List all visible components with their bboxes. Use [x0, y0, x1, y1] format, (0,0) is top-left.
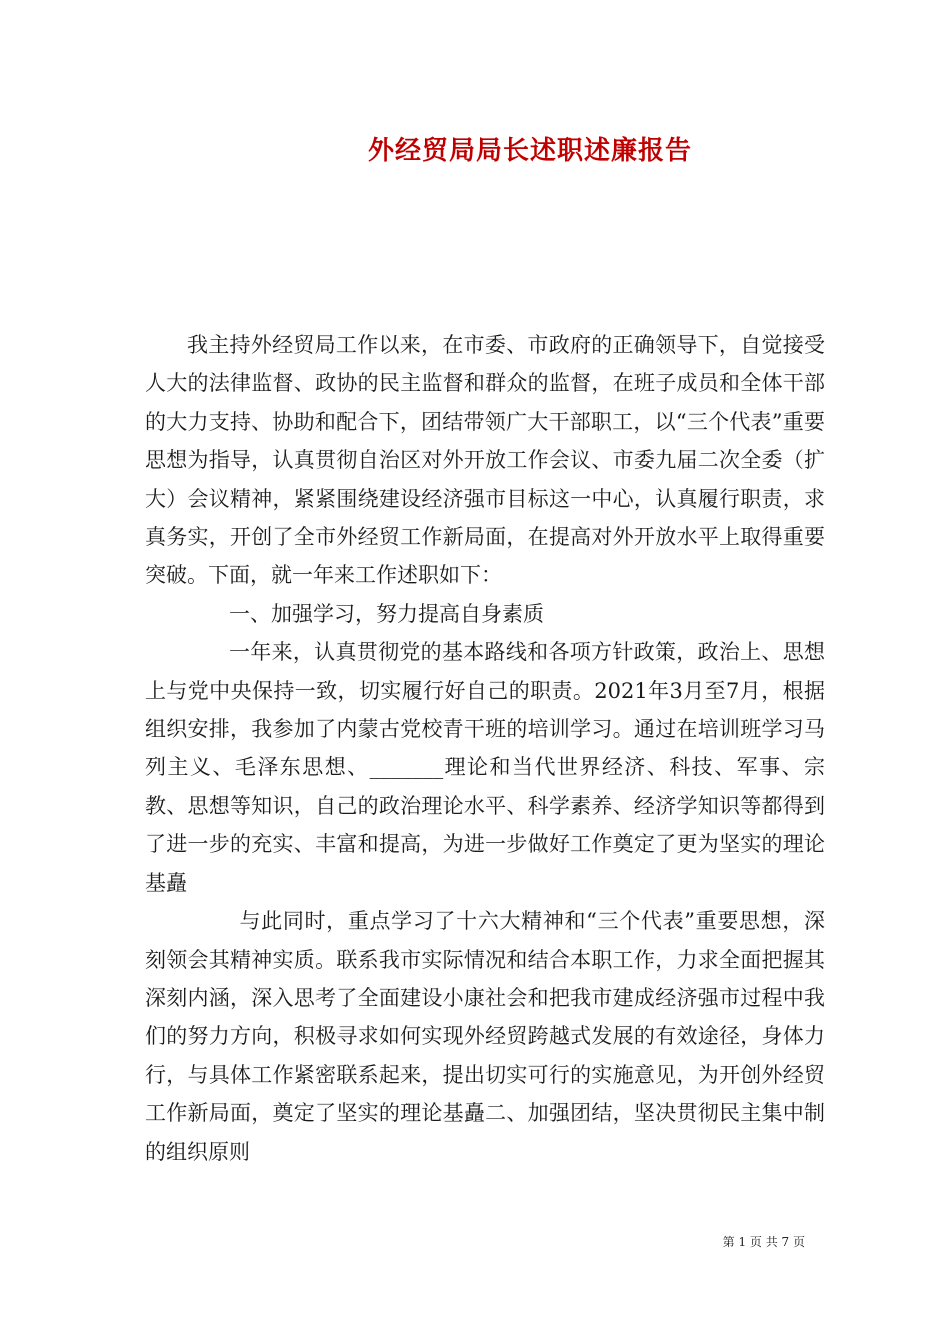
document-body [145, 326, 825, 1171]
page-number-footer: 第 1 页 共 7 页 [722, 1235, 805, 1249]
paragraph-meanwhile: 与此同时，重点学习了十六大精神和“三个代表”重要思想，深刻领会其精神实质。联系我市实际情况和结合本职工作，力求全面把握其深刻内涵，深入思考了全面建设小康社会和把我市建成经济强市过程中我们的努力方向，积极寻求如何实现外经贸跨越式发展的有效途径，身体力行，与具体工作紧密联系起来，提出切实可行的实施意见，为开创外经贸工作新局面，奠定了坚实的理论基矗二、加强团结，坚决贯彻民主集中制的组织原则 [145, 909, 825, 1164]
paragraph-intro: 我主持外经贸局工作以来，在市委、市政府的正确领导下，自觉接受人大的法律监督、政协的民主监督和群众的监督，在班子成员和全体干部的大力支持、协助和配合下，团结带领广大干部职工，以“三个代表”重要思想为指导，认真贯彻自治区对外开放工作会议、市委九届二次全委（扩大）会议精神，紧紧围绕建设经济强市目标这一中心，认真履行职责，求真务实，开创了全市外经贸工作新局面，在提高对外开放水平上取得重要突破。下面，就一年来工作述职如下： [145, 333, 825, 588]
document-title: 外经贸局局长述职述廉报告 [367, 136, 692, 166]
paragraph-study: 一年来，认真贯彻党的基本路线和各项方针政策，政治上、思想上与党中央保持一致，切实履行好自己的职责。2021年3月至7月，根据组织安排，我参加了内蒙古党校青干班的培训学习。通过在培训班学习马列主义、毛泽东思想、_______理论和当代世界经济、科技、军事、宗教、思想等知识，自己的政治理论水平、科学素养、经济学知识等都得到了进一步的充实、丰富和提高，为进一步做好工作奠定了更为坚实的理论基矗 [145, 640, 825, 895]
section-heading: 一、加强学习，努力提高自身素质 [229, 601, 544, 626]
